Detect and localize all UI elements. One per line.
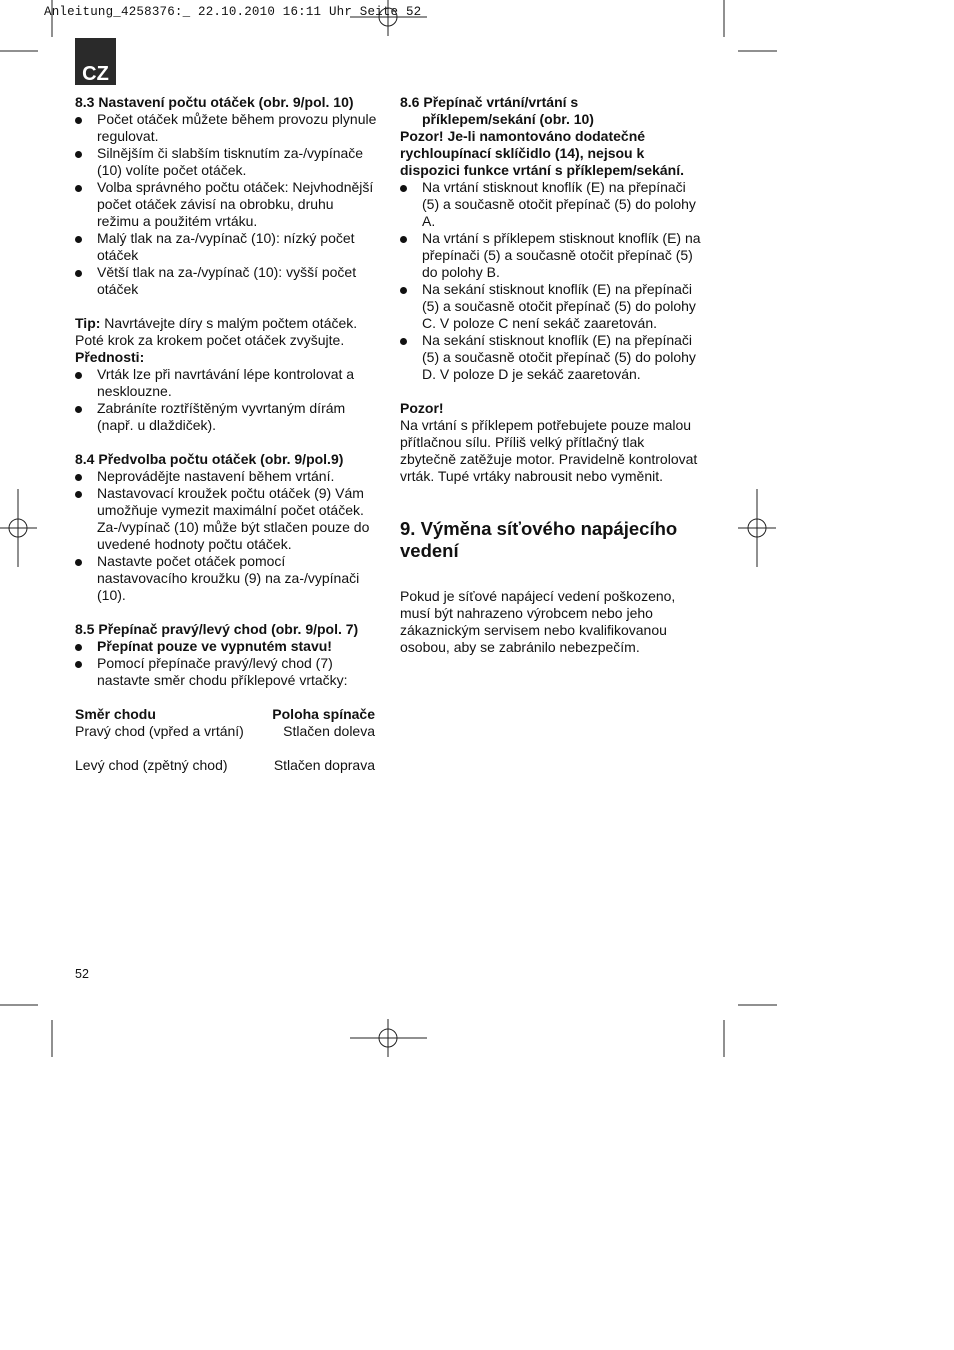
section-8-4-list [75, 468, 377, 604]
table-header [75, 706, 375, 723]
advantages-label: Přednosti: [75, 349, 145, 365]
table-cell: Stlačen doleva [283, 723, 375, 739]
list-item: Vrták lze při navrtávání lépe kontrolovat a nesklouzne. [75, 366, 377, 400]
print-slug: Anleitung_4258376:_ 22.10.2010 16:11 Uhr Seite 52 [44, 5, 422, 19]
tip-paragraph [75, 315, 377, 349]
table-cell: Stlačen doprava [273, 757, 375, 773]
caution-title: Pozor! [400, 400, 444, 416]
list-item: Volba správného počtu otáček: Nejvhodnější počet otáček závisí na obrobku, druhu režimu a použitém vrtáku. [75, 179, 377, 230]
list-item: Na vrtání stisknout knoflík (E) na přepínači (5) a současně otočit přepínač (5) do polohy A. [400, 179, 702, 230]
section-8-4-title: 8.4 Předvolba počtu otáček (obr. 9/pol.9) [75, 451, 344, 467]
advantages-list [75, 366, 377, 434]
list-item: Silnějším či slabším tisknutím za-/vypínače (10) volíte počet otáček. [75, 145, 377, 179]
section-8-3-title: 8.3 Nastavení počtu otáček (obr. 9/pol. 10) [75, 94, 354, 110]
list-item: Neprovádějte nastavení během vrtání. [75, 468, 377, 485]
list-item: Počet otáček můžete během provozu plynule regulovat. [75, 111, 377, 145]
table-header-position: Poloha spínače [272, 706, 375, 722]
page-number: 52 [75, 967, 89, 981]
language-badge: CZ [75, 38, 116, 85]
list-item: Na sekání stisknout knoflík (E) na přepínači (5) a současně otočit přepínač (5) do polohy D. V poloze D je sekáč zaaretován. [400, 332, 702, 383]
table-cell: Pravý chod (vpřed a vrtání) [75, 723, 244, 739]
section-8-6-warning: Pozor! Je-li namontováno dodatečné rychloupínací sklíčidlo (14), nejsou k dispozici funkce vrtání s příklepem/sekání. [400, 128, 684, 178]
left-column [75, 94, 377, 774]
table-row [75, 723, 375, 740]
section-8-6-list [400, 179, 702, 383]
tip-label: Tip: [75, 315, 101, 331]
section-8-6-title-line1: 8.6 Přepínač vrtání/vrtání s [400, 94, 579, 110]
tip-text: Navrtávejte díry s malým počtem otáček. Poté krok za krokem počet otáček zvyšujte. [75, 315, 358, 348]
list-item: Zabráníte roztříštěným vyvrtaným dírám (např. u dlaždiček). [75, 400, 377, 434]
section-9-text: Pokud je síťové napájecí vedení poškozeno, musí být nahrazeno výrobcem nebo jeho zákaznickým servisem nebo kvalifikovanou osobou, aby se zabránilo nebezpečím. [400, 588, 676, 655]
list-item: Nastavte počet otáček pomocí nastavovacího kroužku (9) na za-/vypínači (10). [75, 553, 377, 604]
direction-table [75, 706, 375, 774]
list-item: Pomocí přepínače pravý/levý chod (7) nastavte směr chodu příklepové vrtačky: [75, 655, 377, 689]
section-8-5-list [75, 638, 377, 689]
list-item: Na vrtání s příklepem stisknout knoflík (E) na přepínači (5) a současně otočit přepínač (5) do polohy B. [400, 230, 702, 281]
list-item: Na sekání stisknout knoflík (E) na přepínači (5) a současně otočit přepínač (5) do polohy C. V poloze C není sekáč zaaretován. [400, 281, 702, 332]
list-item: Větší tlak na za-/vypínač (10): vyšší počet otáček [75, 264, 377, 298]
table-cell: Levý chod (zpětný chod) [75, 757, 228, 773]
list-item: Nastavovací kroužek počtu otáček (9) Vám umožňuje vymezit maximální počet otáček. Za-/vypínač (10) může být stlačen pouze do uvedené hodnoty počtu otáček. [75, 485, 377, 553]
section-9-title: 9. Výměna síťového napájecího vedení [400, 518, 678, 561]
section-8-6-title-line2: příklepem/sekání (obr. 10) [422, 111, 594, 127]
table-row [75, 757, 375, 774]
list-item: Malý tlak na za-/vypínač (10): nízký počet otáček [75, 230, 377, 264]
table-header-direction: Směr chodu [75, 706, 156, 722]
caution-text: Na vrtání s příklepem potřebujete pouze malou přítlačnou sílu. Příliš velký přítlačný tlak zbytečně zatěžuje motor. Pravidelně kontrolovat vrták. Tupé vrtáky nabrousit nebo vyměnit. [400, 417, 698, 484]
list-item: Přepínat pouze ve vypnutém stavu! [75, 638, 377, 655]
section-8-3-list [75, 111, 377, 298]
section-8-5-title: 8.5 Přepínač pravý/levý chod (obr. 9/pol. 7) [75, 621, 359, 637]
right-column [400, 94, 702, 656]
